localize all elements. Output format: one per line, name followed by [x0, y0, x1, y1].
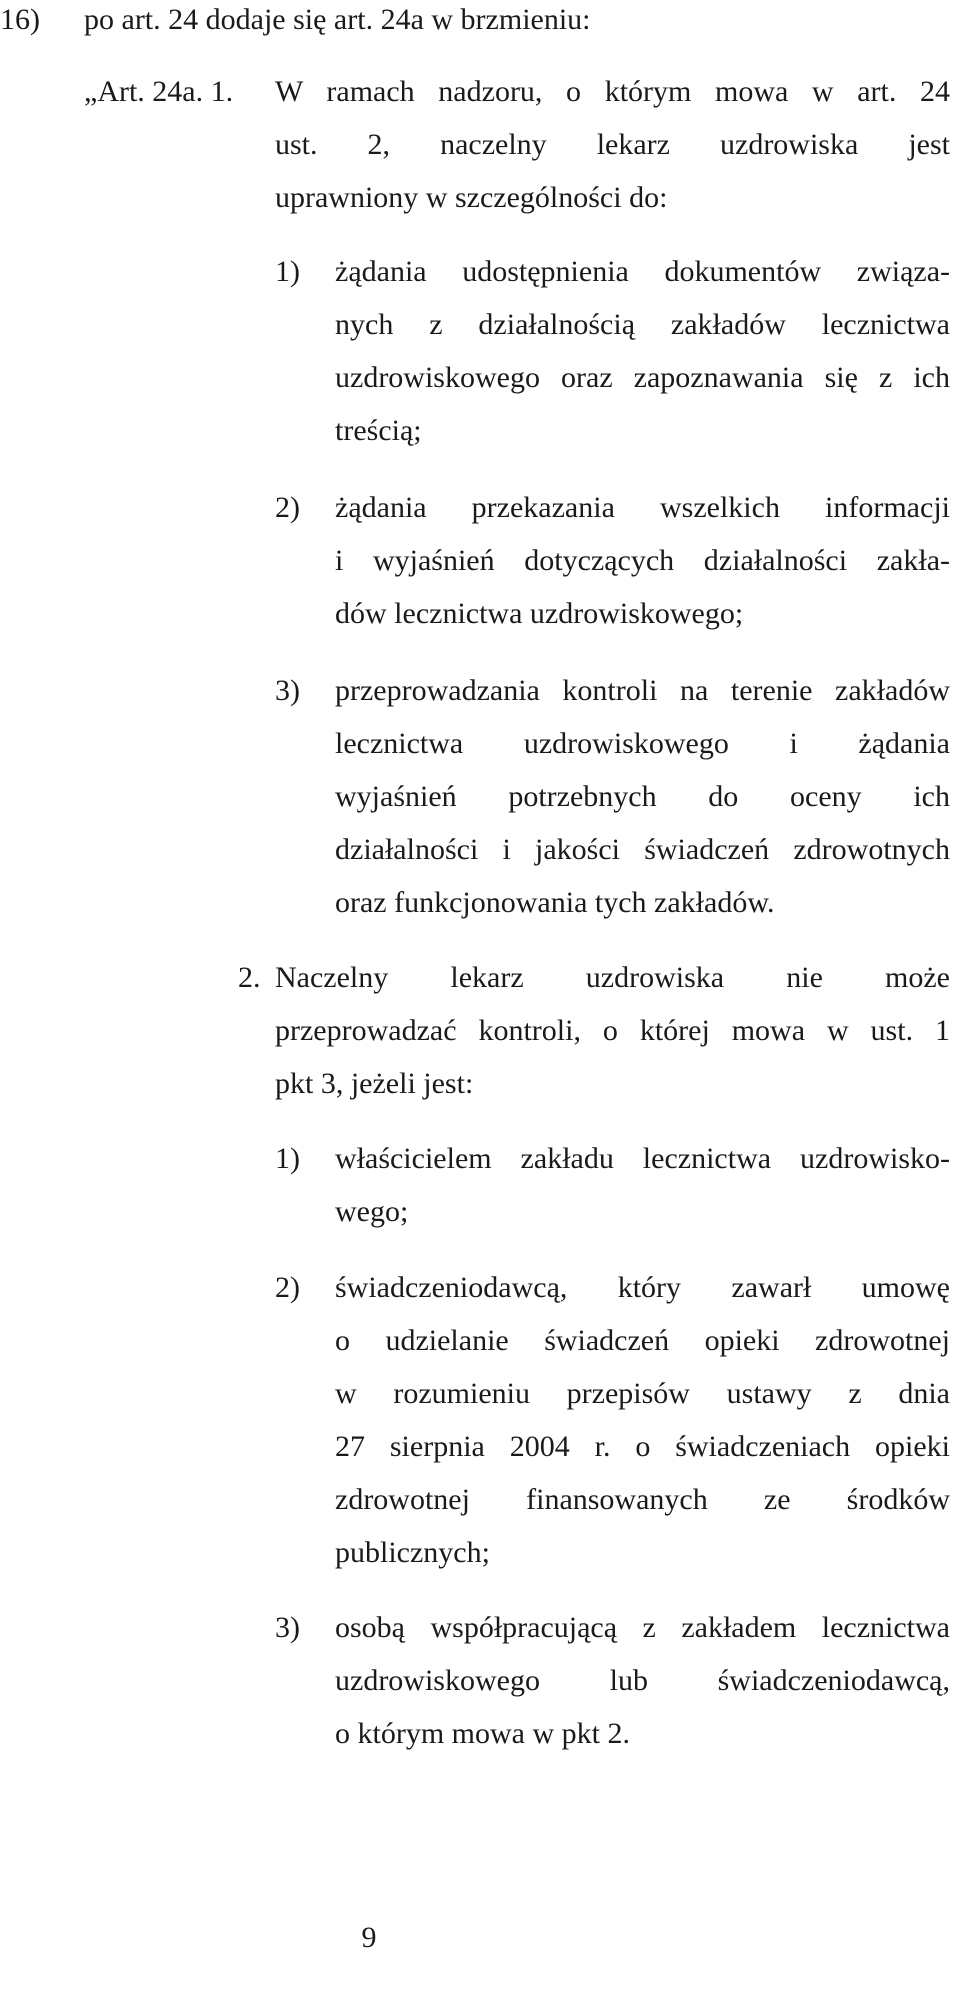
list-item-line: o którym mowa w pkt 2. [335, 1717, 630, 1750]
list-item-line: oraz funkcjonowania tych zakładów. [335, 886, 775, 919]
paragraph-number: 2. [238, 961, 261, 994]
list-item-number: 3) [275, 674, 300, 707]
amendment-number: 16) [0, 3, 40, 36]
paragraph-line: Naczelny lekarz uzdrowiska nie może [275, 961, 950, 994]
article-label: „Art. 24a. 1. [84, 75, 234, 108]
list-item-line: żądania przekazania wszelkich informacji [335, 491, 950, 524]
list-item-line: uzdrowiskowego lub świadczeniodawcą, [335, 1664, 950, 1697]
list-item-line: wyjaśnień potrzebnych do oceny ich [335, 780, 950, 813]
list-item-line: osobą współpracującą z zakładem lecznictwa [335, 1611, 950, 1644]
list-item-line: dów lecznictwa uzdrowiskowego; [335, 597, 744, 630]
list-item-number: 2) [275, 1271, 300, 1304]
list-item-line: o udzielanie świadczeń opieki zdrowotnej [335, 1324, 950, 1357]
amendment-text: po art. 24 dodaje się art. 24a w brzmieniu: [84, 3, 591, 36]
list-item-line: świadczeniodawcą, który zawarł umowę [335, 1271, 950, 1304]
list-item-line: przeprowadzania kontroli na terenie zakładów [335, 674, 950, 707]
list-item-line: lecznictwa uzdrowiskowego i żądania [335, 727, 950, 760]
article-text-line: uprawniony w szczególności do: [275, 181, 668, 214]
list-item-line: treścią; [335, 414, 422, 447]
list-item-line: w rozumieniu przepisów ustawy z dnia [335, 1377, 950, 1410]
list-item-line: wego; [335, 1195, 409, 1228]
list-item-number: 2) [275, 491, 300, 524]
list-item-line: właścicielem zakładu lecznictwa uzdrowisko- [335, 1142, 950, 1175]
list-item-line: zdrowotnej finansowanych ze środków [335, 1483, 950, 1516]
list-item-line: żądania udostępnienia dokumentów związa- [335, 255, 950, 288]
paragraph-line: przeprowadzać kontroli, o której mowa w ust. 1 [275, 1014, 950, 1047]
list-item-line: publicznych; [335, 1536, 490, 1569]
list-item-line: działalności i jakości świadczeń zdrowotnych [335, 833, 950, 866]
list-item-number: 1) [275, 1142, 300, 1175]
paragraph-line: pkt 3, jeżeli jest: [275, 1067, 474, 1100]
list-item-line: i wyjaśnień dotyczących działalności zakła- [335, 544, 950, 577]
page-number: 9 [361, 1921, 377, 1954]
article-text-line: W ramach nadzoru, o którym mowa w art. 24 [275, 75, 950, 108]
list-item-number: 3) [275, 1611, 300, 1644]
article-text-line: ust. 2, naczelny lekarz uzdrowiska jest [275, 128, 950, 161]
list-item-line: nych z działalnością zakładów lecznictwa [335, 308, 950, 341]
list-item-number: 1) [275, 255, 300, 288]
list-item-line: 27 sierpnia 2004 r. o świadczeniach opieki [335, 1430, 950, 1463]
list-item-line: uzdrowiskowego oraz zapoznawania się z ich [335, 361, 950, 394]
